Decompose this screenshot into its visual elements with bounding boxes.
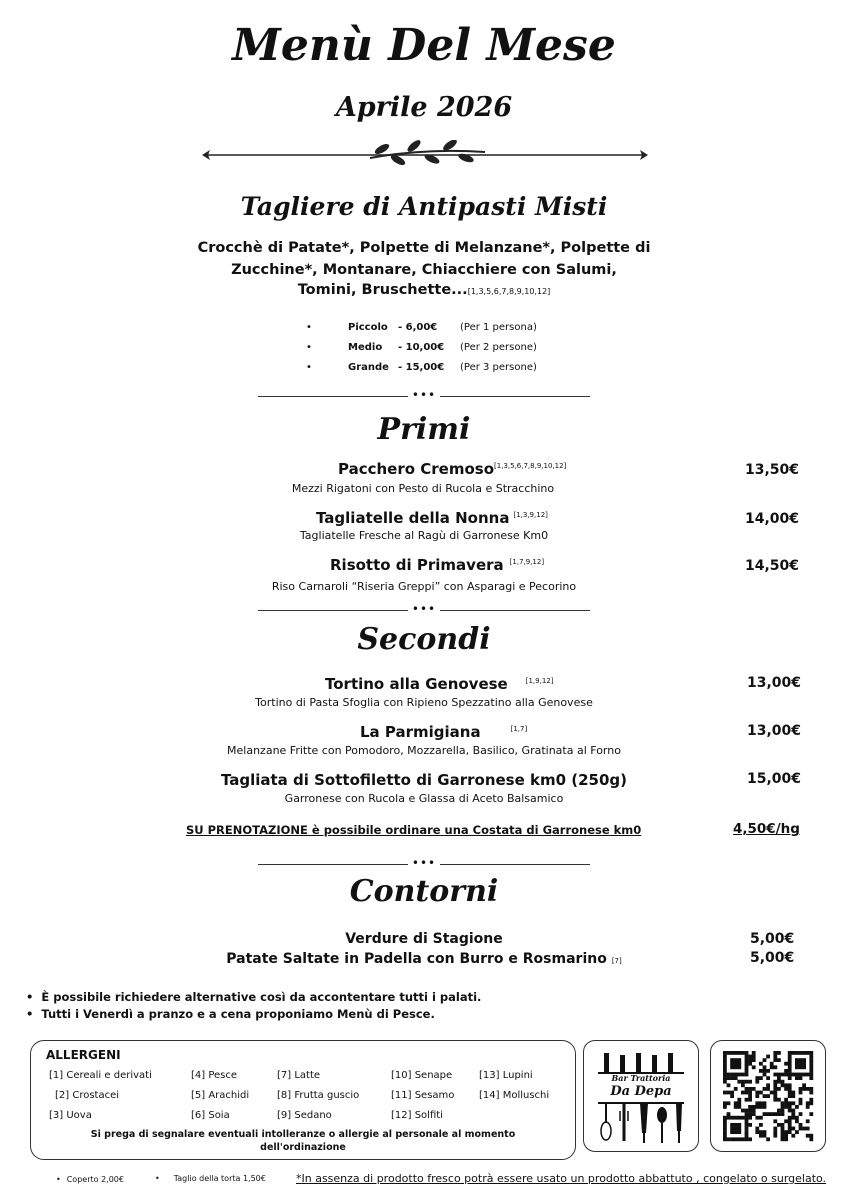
qr-code-box[interactable]: [710, 1040, 826, 1152]
size-row-grande: • Grande - 15,00€ (Per 3 persone): [306, 362, 537, 373]
antipasti-desc-line2: Zucchine*, Montanare, Chiacchiere con Salumi,: [231, 262, 617, 278]
allergeni-col-2: [4] Pesce [5] Arachidi [6] Soia: [191, 1070, 250, 1121]
contorni-price-verdure: 5,00€: [750, 931, 795, 947]
qr-code-icon[interactable]: [711, 1041, 825, 1151]
allergeni-box: [30, 1040, 576, 1160]
dish-price: 13,00€: [747, 675, 802, 691]
antipasti-desc-line1: Crocchè di Patate*, Polpette di Melanzane*, Polpette di: [197, 240, 651, 256]
dish-allergens: [1,3,9,12]: [513, 511, 548, 519]
divider-dots: •••: [411, 388, 437, 402]
contorni-item-patate: Patate Saltate in Padella con Burro e Rosmarino [7]: [226, 951, 622, 967]
dish-allergens: [1,9,12]: [525, 677, 554, 685]
dish-desc: Melanzane Fritte con Pomodoro, Mozzarella, Basilico, Gratinata al Forno: [227, 744, 621, 757]
divider-dots: •••: [411, 602, 437, 616]
divider-line-right: [440, 396, 590, 397]
dish-name: Tagliata di Sottofiletto di Garronese km0 (250g): [220, 771, 628, 789]
allergeni-col-5: [13] Lupini [14] Molluschi: [479, 1070, 550, 1101]
logo-line2: Da Depa: [610, 1084, 672, 1099]
divider-line-right: [440, 610, 590, 611]
dish-name: La Parmigiana: [360, 723, 481, 741]
primi-title: Primi: [377, 412, 471, 447]
menu-title: Menù Del Mese: [232, 20, 616, 71]
contorni-item-verdure: Verdure di Stagione: [345, 931, 503, 947]
dish-price: 14,50€: [745, 558, 800, 574]
dish-price: 15,00€: [747, 771, 802, 787]
secondi-title: Secondi: [357, 622, 491, 657]
allergeni-title: ALLERGENI: [46, 1048, 121, 1062]
dish-price: 14,00€: [745, 511, 800, 527]
reservation-note: SU PRENOTAZIONE è possibile ordinare una Costata di Garronese km0: [186, 823, 642, 837]
footer-coperto: • Coperto 2,00€: [56, 1175, 124, 1184]
footer-taglio: • Taglio della torta 1,50€: [155, 1174, 266, 1183]
divider-dots: •••: [411, 856, 437, 870]
dish-name: Pacchero Cremoso: [338, 460, 495, 478]
dish-price: 13,50€: [745, 462, 800, 478]
note-item: • È possibile richiedere alternative così da accontentare tutti i palati.: [26, 990, 482, 1004]
antipasti-desc-line3: Tomini, Bruschette...[1,3,5,6,7,8,9,10,12]: [297, 282, 551, 298]
dish-allergens: [1,3,5,6,7,8,9,10,12]: [494, 462, 567, 470]
dish-desc: Mezzi Rigatoni con Pesto di Rucola e Stracchino: [291, 482, 555, 495]
dish-name: Risotto di Primavera: [330, 556, 504, 574]
divider-line-left: [258, 610, 408, 611]
contorni-title: Contorni: [349, 874, 499, 909]
allergeni-col-4: [10] Senape [11] Sesamo [12] Solfiti: [391, 1070, 455, 1121]
dish-allergens: [1,7]: [510, 725, 528, 733]
menu-subtitle: Aprile 2026: [335, 92, 513, 123]
antipasti-allergens: [1,3,5,6,7,8,9,10,12]: [467, 287, 551, 296]
note-item: • Tutti i Venerdì a pranzo e a cena proponiamo Menù di Pesce.: [26, 1007, 435, 1021]
contorni-price-patate: 5,00€: [750, 950, 795, 966]
dish-name: Tortino alla Genovese: [325, 675, 508, 693]
dish-allergens: [7]: [611, 957, 622, 965]
reservation-price: 4,50€/hg: [733, 821, 800, 837]
divider-line-left: [258, 864, 408, 865]
dish-price: 13,00€: [747, 723, 802, 739]
dish-name: Tagliatelle della Nonna: [316, 509, 510, 527]
antipasti-size-list: [306, 322, 566, 382]
dish-allergens: [1,7,9,12]: [509, 558, 545, 566]
divider-line-left: [258, 396, 408, 397]
logo-line1: Bar Trattoria: [611, 1073, 671, 1083]
dish-desc: Garronese con Rucola e Glassa di Aceto Balsamico: [284, 792, 564, 805]
leaf-ornament-divider: [200, 140, 650, 170]
allergeni-notice: Si prega di segnalare eventuali intolleranze o allergie al personale al momento dell'ordinazione: [90, 1129, 516, 1153]
size-row-medio: • Medio - 10,00€ (Per 2 persone): [306, 342, 537, 353]
antipasti-title: Tagliere di Antipasti Misti: [240, 192, 608, 221]
dish-desc: Tagliatelle Fresche al Ragù di Garronese Km0: [299, 529, 549, 542]
footer-disclaimer: *In assenza di prodotto fresco potrà essere usato un prodotto abbattuto , congelato o surgelato.: [296, 1172, 827, 1185]
dish-desc: Tortino di Pasta Sfoglia con Ripieno Spezzatino alla Genovese: [255, 696, 593, 709]
allergeni-col-1: [1] Cereali e derivati [2] Crostacei [3] Uova: [49, 1070, 152, 1121]
divider-line-right: [440, 864, 590, 865]
notes-list: [26, 990, 481, 1024]
dish-desc: Riso Carnaroli “Riseria Greppi” con Asparagi e Pecorino: [271, 580, 577, 593]
size-row-piccolo: • Piccolo - 6,00€ (Per 1 persona): [306, 322, 537, 333]
restaurant-logo: [583, 1040, 699, 1152]
allergeni-col-3: [7] Latte [8] Frutta guscio [9] Sedano: [277, 1070, 360, 1121]
